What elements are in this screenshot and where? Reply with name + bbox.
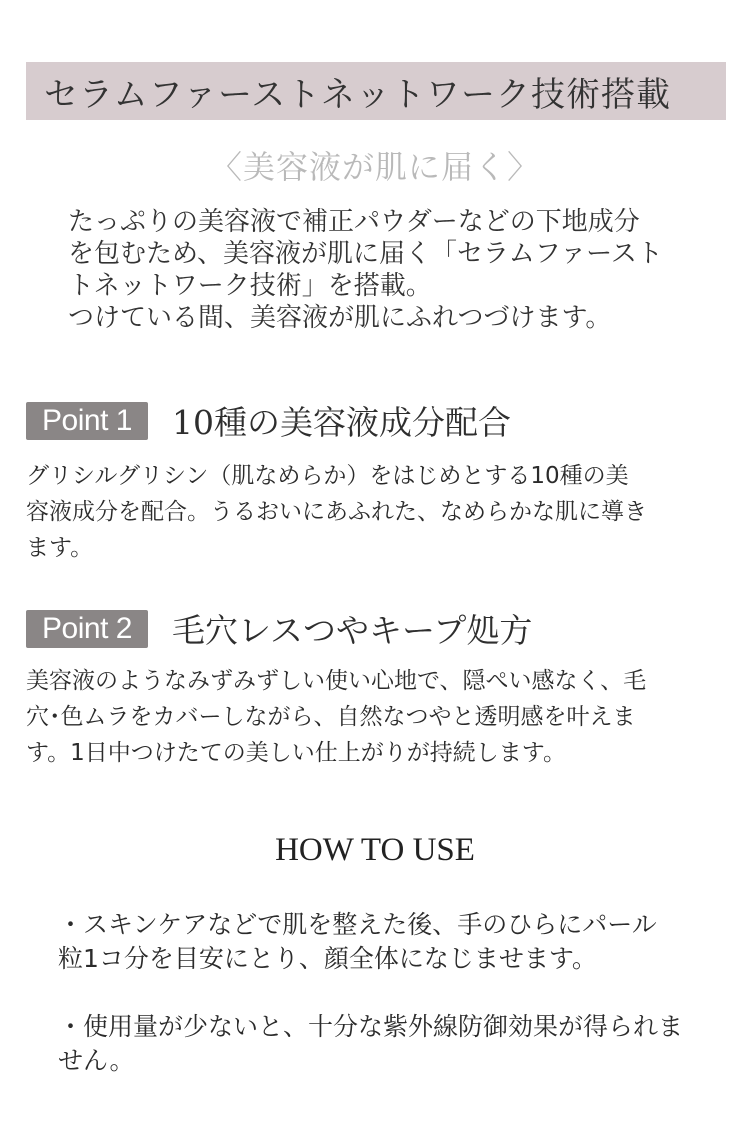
how-to-use-line: せん。 bbox=[58, 1046, 135, 1075]
how-to-use-item-2 bbox=[58, 1010, 718, 1078]
point-2-heading bbox=[26, 605, 532, 652]
point-1-line: 容液成分を配合。うるおいにあふれた、なめらかな肌に導き bbox=[26, 499, 647, 525]
point-2-title: 毛穴レスつやキープ処方 bbox=[172, 611, 533, 650]
point-1-body bbox=[26, 458, 716, 566]
intro-line: トネットワーク技術」を搭載。 bbox=[68, 271, 432, 301]
how-to-use-line: ・使用量が少ないと、十分な紫外線防御効果が得られま bbox=[58, 1012, 684, 1041]
point-2-line: 美容液のようなみずみずしい使い心地で、隠ぺい感なく、毛 bbox=[26, 668, 647, 694]
intro-line: つけている間、美容液が肌にふれつづけます。 bbox=[68, 303, 612, 333]
point-1-line: ます。 bbox=[26, 535, 94, 561]
how-to-use-line: 粒1コ分を目安にとり、顔全体になじませます。 bbox=[58, 944, 597, 973]
header-title: セラムファーストネットワーク技術搭載 bbox=[44, 74, 671, 115]
how-to-use-title: HOW TO USE bbox=[275, 832, 475, 868]
point-1-heading bbox=[26, 397, 511, 444]
point-1-line: グリシルグリシン（肌なめらか）をはじめとする10種の美 bbox=[26, 463, 629, 489]
point-1-badge: Point 1 bbox=[26, 402, 148, 440]
point-2-badge: Point 2 bbox=[26, 610, 148, 648]
intro-line: を包むため、美容液が肌に届く「セラムファースト bbox=[68, 239, 663, 269]
intro-paragraph bbox=[68, 206, 708, 334]
point-2-line: 穴･色ムラをカバーしながら、自然なつやと透明感を叶えま bbox=[26, 704, 636, 730]
point-2-line: す。1日中つけたての美しい仕上がりが持続します。 bbox=[26, 740, 566, 766]
point-1-title: 10種の美容液成分配合 bbox=[172, 403, 511, 442]
how-to-use-line: ・スキンケアなどで肌を整えた後、手のひらにパール bbox=[58, 910, 657, 939]
point-2-body bbox=[26, 663, 716, 771]
intro-line: たっぷりの美容液で補正パウダーなどの下地成分 bbox=[68, 207, 640, 237]
header-band bbox=[26, 62, 726, 120]
sub-heading: 〈美容液が肌に届く〉 bbox=[209, 148, 540, 186]
how-to-use-item-1 bbox=[58, 908, 718, 976]
